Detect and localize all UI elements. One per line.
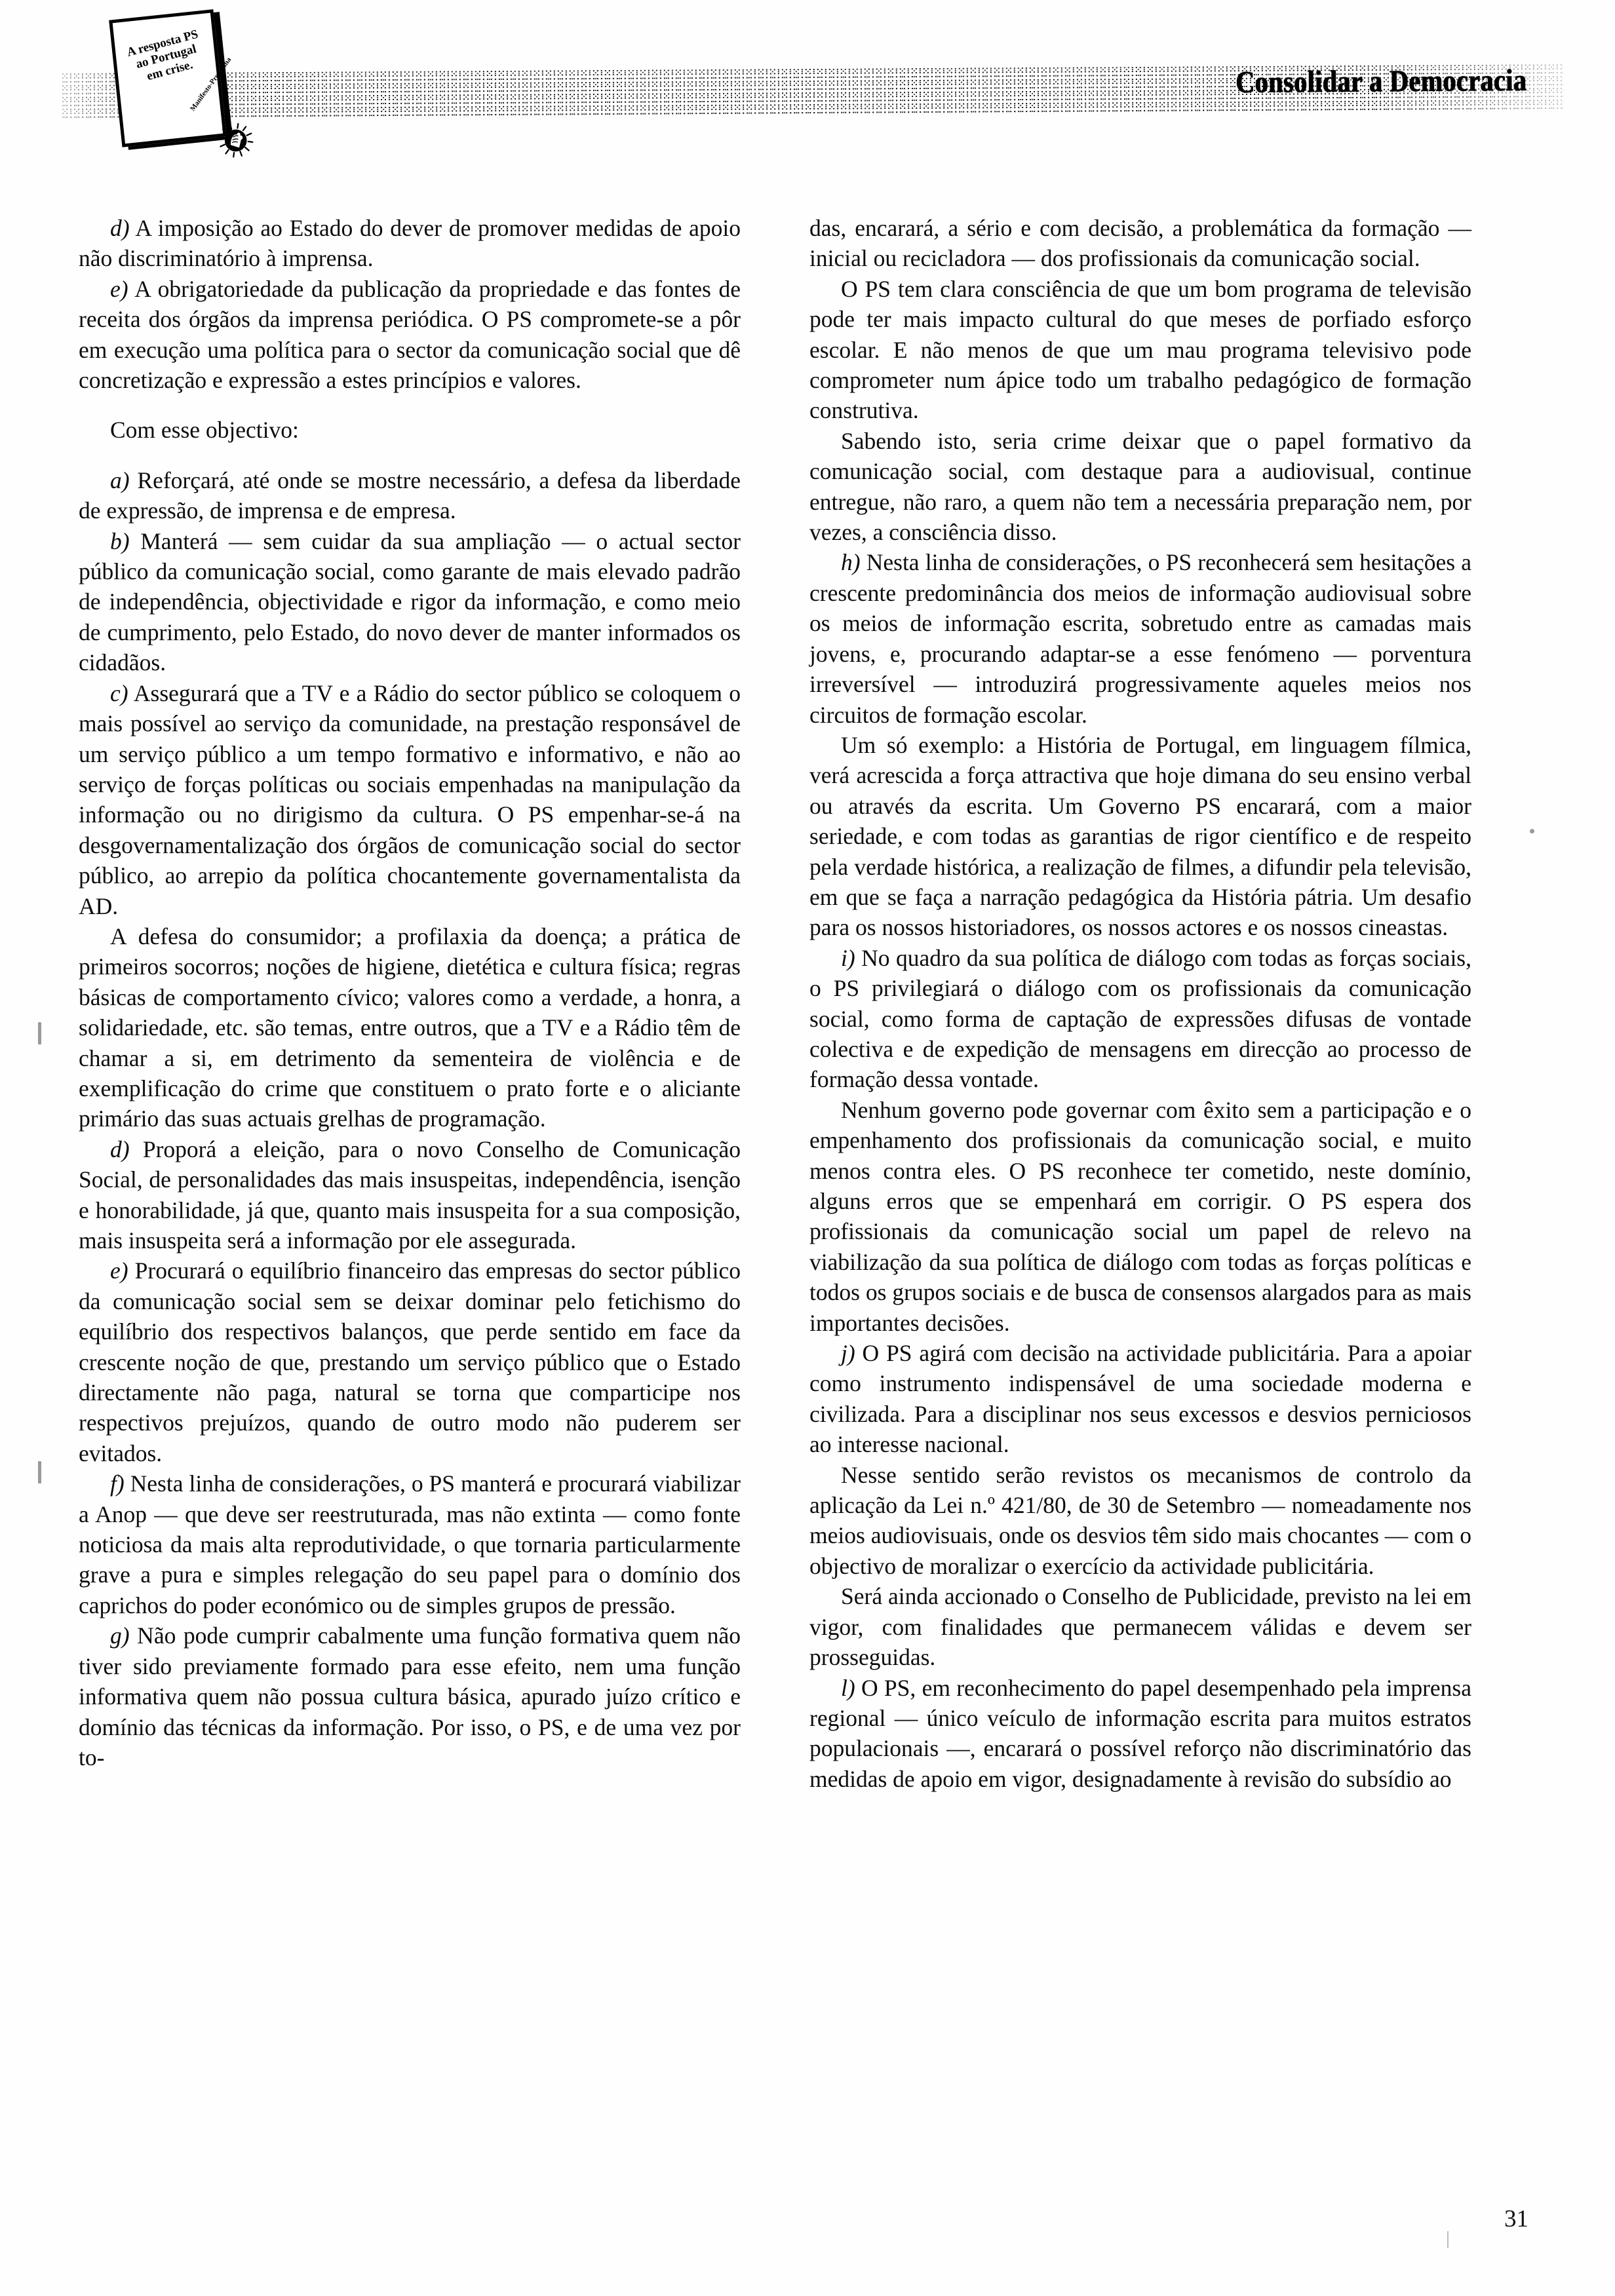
paragraph: e) A obrigatoriedade da publicação da propriedade e das fontes de receita dos órgãos da imprensa periódica. O PS compromete-se a pôr em execução uma política para o sector da comunicação social que dê concretização e expressão a estes princípios e valores. <box>79 275 741 394</box>
two-column-layout <box>79 213 1540 1794</box>
paragraph-label: a) <box>110 467 130 493</box>
running-head-title: Consolidar a Democracia <box>1235 62 1527 100</box>
paragraph: d) Proporá a eleição, para o novo Conselho de Comunicação Social, de personalidades das mais insuspeitas, independência, isenção e honorabilidade, já que, quanto mais insuspeita for a sua composição, mais insuspeita será a informação por ele assegurada. <box>79 1136 741 1253</box>
paragraph: a) Reforçará, até onde se mostre necessário, a defesa da liberdade de expressão, de imprensa e de empresa. <box>79 467 741 524</box>
paragraph: Com esse objectivo: <box>110 417 299 444</box>
paragraph: Nesse sentido serão revistos os mecanismos de controlo da aplicação da Lei n.º 421/80, de 30 de Setembro — nomeadamente nos meios audiovisuais, onde os desvios têm sido mais chocantes — com o objectivo de moralizar o exercício da actividade publicitária. <box>809 1461 1471 1579</box>
scan-speck <box>38 1461 41 1483</box>
paragraph-label: e) <box>110 1257 128 1284</box>
paragraph: A defesa do consumidor; a profilaxia da doença; a prática de primeiros socorros; noções de higiene, dietética e cultura física; regras básicas de comportamento cívico; valores como a verdade, a honra, a solidariedade, etc. são temas, entre outros, que a TV e a Rádio têm de chamar a si, em detrimento da sementeira de violência e de exemplificação do crime que constituem o prato forte e o aliciante primário das suas actuais grelhas de programação. <box>79 923 741 1132</box>
paragraph: O PS tem clara consciência de que um bom programa de televisão pode ter mais impacto cultural do que meses de porfiado esforço escolar. E não menos de que um mau programa televisivo pode comprometer num ápice todo um trabalho pedagógico de formação construtiva. <box>809 275 1471 424</box>
paragraph-label: f) <box>110 1470 125 1497</box>
page-body <box>0 164 1615 2296</box>
paragraph: h) Nesta linha de considerações, o PS reconhecerá sem hesitações a crescente predominância dos meios de informação audiovisual sobre os meios de informação escrita, sobretudo entre as camadas mais jovens, e, procurando adaptar-se a esse fenómeno — porventura irreversível — introduzirá progressivamente aqueles meios nos circuitos de formação escolar. <box>809 549 1471 728</box>
paragraph-label: g) <box>110 1622 130 1649</box>
book-cover-illustration <box>106 8 258 160</box>
paragraph: d) A imposição ao Estado do dever de promover medidas de apoio não discriminatório à imprensa. <box>79 215 741 272</box>
ps-fist-and-rose-emblem <box>215 119 256 161</box>
paragraph: g) Não pode cumprir cabalmente uma função formativa quem não tiver sido previamente formado para esse efeito, nem uma função informativa quem não possua cultura básica, apurado juízo crítico e domínio das técnicas da informação. Por isso, o PS, e de uma vez por to- <box>79 1622 741 1770</box>
book-cover <box>109 9 227 147</box>
paragraph: Será ainda accionado o Conselho de Publicidade, previsto na lei em vigor, com finalidades que permanecem válidas e devem ser prosseguidas. <box>809 1583 1471 1671</box>
paragraph-label: d) <box>110 1136 130 1162</box>
left-text-column <box>79 213 741 1794</box>
paragraph: Sabendo isto, seria crime deixar que o papel formativo da comunicação social, com destaque para a audiovisual, continue entregue, não raro, a quem não tem a necessária preparação nem, por vezes, a consciência disso. <box>809 427 1471 546</box>
page-number: 31 <box>1504 2206 1528 2232</box>
paragraph: b) Manterá — sem cuidar da sua ampliação — o actual sector público da comunicação social, como garante de mais elevado padrão de independência, objectividade e rigor da informação, e como meio de cumprimento, pelo Estado, do novo dever de manter informados os cidadãos. <box>79 527 741 676</box>
paragraph-spacer <box>79 446 741 465</box>
paragraph-label: j) <box>841 1340 855 1367</box>
paragraph: j) O PS agirá com decisão na actividade publicitária. Para a apoiar como instrumento indispensável de uma sociedade moderna e civilizada. Para a disciplinar nos seus excessos e desvios perniciosos ao interesse nacional. <box>809 1340 1471 1458</box>
paragraph: l) O PS, em reconhecimento do papel desempenhado pela imprensa regional — único veículo de informação escrita para muitos estratos populacionais —, encarará o possível reforço não discriminatório das medidas de apoio em vigor, designadamente à revisão do subsídio ao <box>809 1674 1471 1792</box>
paragraph-label: l) <box>841 1674 855 1701</box>
paragraph-label: d) <box>110 215 130 241</box>
scan-speck <box>38 1022 41 1044</box>
paragraph: i) No quadro da sua política de diálogo com todas as forças sociais, o PS privilegiará o diálogo com os profissionais da comunicação social, como forma de captação de expressões difusas de vontade colectiva e de expedição de mensagens em direcção ao processo de formação dessa vontade. <box>809 944 1471 1093</box>
paragraph: das, encarará, a sério e com decisão, a problemática da formação — inicial ou recicladora — dos profissionais da comunicação social. <box>809 215 1471 272</box>
manifesto-programa-caption: Manifesto-Programa <box>188 56 233 113</box>
paragraph: e) Procurará o equilíbrio financeiro das empresas do sector público da comunicação social sem se deixar dominar pelo fetichismo do equilíbrio dos respectivos balanços, que perde sentido em face da crescente noção de que, prestando um serviço público que o Estado directamente não paga, natural se torna que comparticipe nos respectivos prejuízos, quando de outro modo não puderem ser evitados. <box>79 1257 741 1466</box>
paragraph-label: i) <box>841 944 855 971</box>
scan-tickmark <box>1447 2231 1449 2248</box>
book-cover-title: A resposta PS ao Portugal em crise. <box>125 27 200 83</box>
paragraph: Um só exemplo: a História de Portugal, em linguagem fílmica, verá acrescida a força attractiva que hoje dimana do seu ensino verbal ou através da escrita. Um Governo PS encarará, com a maior seriedade, e com todas as garantias de rigor científico e de respeito pela verdade histórica, a realização de filmes, a difundir pela televisão, em que se faça a narração pedagógica da História pátria. Um desafio para os nossos historiadores, os nossos actores e os nossos cineastas. <box>809 731 1471 941</box>
paragraph-label: h) <box>841 549 861 576</box>
paragraph-spacer <box>79 395 741 415</box>
page-masthead <box>0 0 1615 164</box>
paragraph: c) Assegurará que a TV e a Rádio do sector público se coloquem o mais possível ao serviço da comunidade, na prestação responsável de um serviço público a um tempo formativo e informativo, e não ao serviço de forças políticas ou sociais empenhadas na manipulação da informação ou no dirigismo da cultura. O PS empenhar-se-á na desgovernamentalização dos órgãos de comunicação social do sector público, ao arrepio da política chocantemente governamentalista da AD. <box>79 679 741 919</box>
paragraph-label: b) <box>110 527 130 554</box>
paragraph: f) Nesta linha de considerações, o PS manterá e procurará viabilizar a Anop — que deve ser reestruturada, mas não extinta — como fonte noticiosa da mais alta reprodutividade, o que tornaria particularmente grave a pura e simples relegação do seu papel para o domínio dos caprichos do poder económico ou de simples grupos de pressão. <box>79 1470 741 1618</box>
paragraph: Nenhum governo pode governar com êxito sem a participação e o empenhamento dos profissionais da comunicação social, e muito menos contra eles. O PS reconhece ter cometido, neste domínio, alguns erros que se empenhará em corrigir. O PS espera dos profissionais da comunicação social um papel de relevo na viabilização da sua política de diálogo com todas as forças políticas e todos os grupos sociais e de busca de consensos alargados para as mais importantes decisões. <box>809 1096 1471 1336</box>
scan-speck <box>1530 829 1534 833</box>
right-text-column <box>809 213 1471 1794</box>
paragraph-label: e) <box>110 275 128 302</box>
paragraph-label: c) <box>110 679 128 706</box>
